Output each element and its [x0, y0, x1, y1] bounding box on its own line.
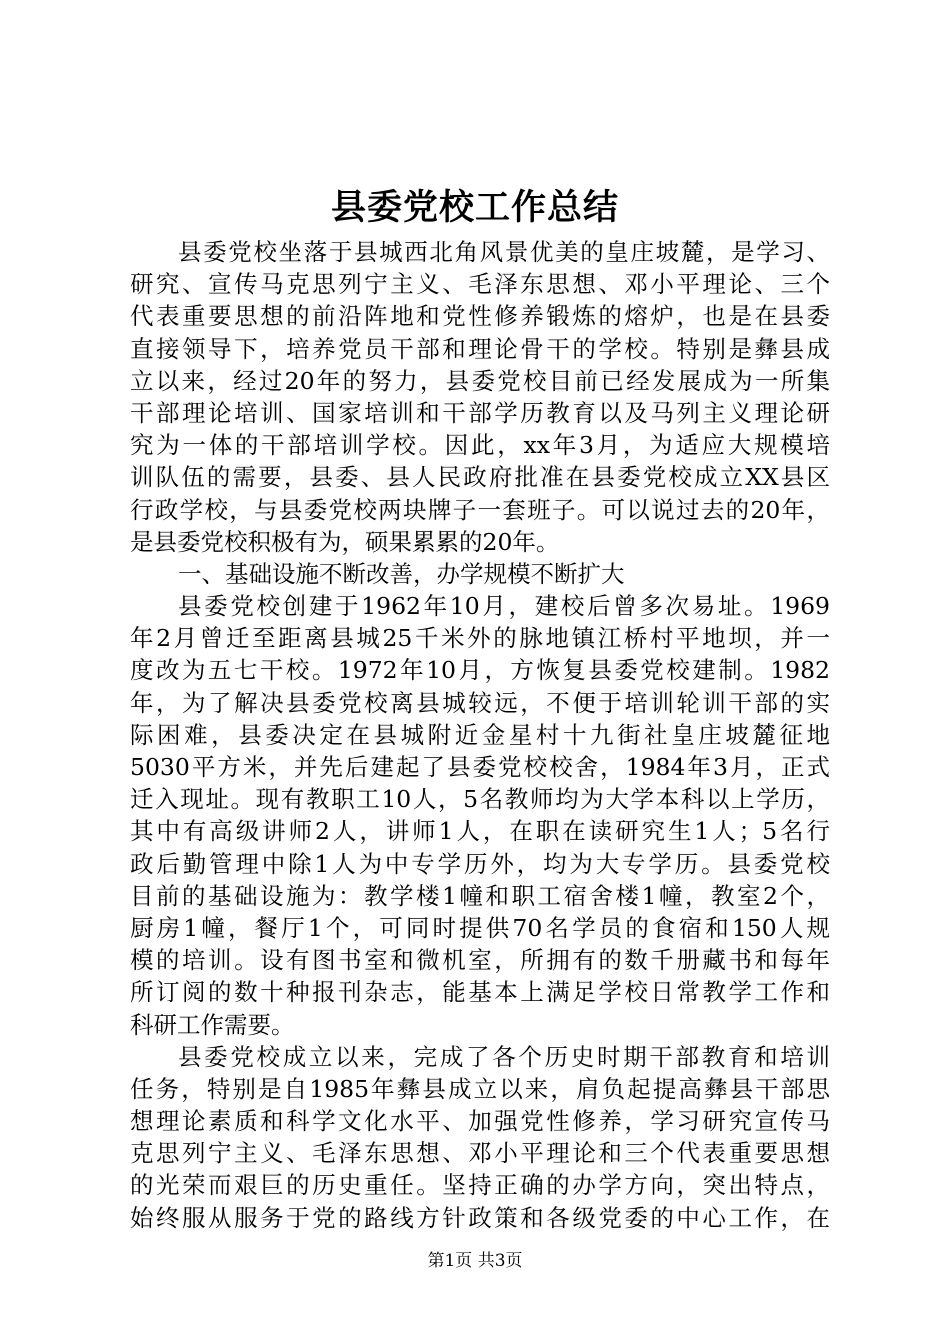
- text-line: 想理论素质和科学文化水平、加强党性修养，学习研究宣传马: [130, 1107, 830, 1136]
- text-line: 迁入现址。现有教职工10人，5名教师均为大学本科以上学历，: [130, 785, 830, 814]
- text-line: 一、基础设施不断改善，办学规模不断扩大: [178, 559, 625, 588]
- text-line: 科研工作需要。: [130, 1010, 295, 1039]
- text-line: 是县委党校积极有为，硕果累累的20年。: [130, 527, 560, 556]
- text-line: 年，为了解决县委党校离县城较远，不便于培训轮训干部的实: [130, 688, 830, 717]
- text-line: 研究、宣传马克思列宁主义、毛泽东思想、邓小平理论、三个: [130, 270, 830, 299]
- text-line: 行政学校，与县委党校两块牌子一套班子。可以说过去的20年，: [130, 495, 830, 524]
- document-title: 县委党校工作总结: [330, 187, 619, 228]
- text-line: 立以来，经过20年的努力，县委党校目前已经发展成为一所集: [130, 366, 830, 395]
- text-line: 究为一体的干部培训学校。因此，xx年3月，为适应大规模培: [130, 431, 830, 460]
- document-body: [130, 236, 830, 1234]
- text-line: 年2月曾迁至距离县城25千米外的脉地镇江桥村平地坝，并一: [130, 624, 830, 653]
- text-line: 所订阅的数十种报刊杂志，能基本上满足学校日常教学工作和: [130, 978, 830, 1007]
- text-line: 代表重要思想的前沿阵地和党性修养锻炼的熔炉，也是在县委: [130, 302, 830, 331]
- text-line: 厨房1幢，餐厅1个，可同时提供70名学员的食宿和150人规: [130, 913, 830, 942]
- text-line: 际困难，县委决定在县城附近金星村十九街社皇庄坡麓征地: [130, 720, 830, 749]
- text-line: 克思列宁主义、毛泽东思想、邓小平理论和三个代表重要思想: [130, 1139, 830, 1168]
- text-line: 直接领导下，培养党员干部和理论骨干的学校。特别是彝县成: [130, 334, 830, 363]
- page-footer: 第1页 共3页: [427, 1251, 523, 1271]
- text-line: 干部理论培训、国家培训和干部学历教育以及马列主义理论研: [130, 398, 830, 427]
- text-line: 任务，特别是自1985年彝县成立以来，肩负起提高彝县干部思: [130, 1074, 830, 1103]
- text-line: 5030平方米，并先后建起了县委党校校舍，1984年3月，正式: [130, 753, 830, 781]
- text-line: 县委党校创建于1962年10月，建校后曾多次易址。1969: [178, 592, 830, 621]
- text-line: 县委党校成立以来，完成了各个历史时期干部教育和培训: [178, 1042, 830, 1071]
- text-line: 始终服从服务于党的路线方针政策和各级党委的中心工作，在: [130, 1203, 830, 1232]
- text-line: 目前的基础设施为：教学楼1幢和职工宿舍楼1幢，教室2个，: [130, 881, 830, 910]
- text-line: 县委党校坐落于县城西北角风景优美的皇庄坡麓，是学习、: [178, 238, 830, 266]
- text-line: 其中有高级讲师2人，讲师1人，在职在读研究生1人；5名行: [130, 817, 830, 846]
- text-line: 训队伍的需要，县委、县人民政府批准在县委党校成立XX县区: [130, 463, 830, 492]
- text-line: 模的培训。设有图书室和微机室，所拥有的数千册藏书和每年: [130, 946, 830, 975]
- text-line: 度改为五七干校。1972年10月，方恢复县委党校建制。1982: [130, 656, 830, 685]
- text-line: 的光荣而艰巨的历史重任。坚持正确的办学方向，突出特点，: [130, 1171, 830, 1200]
- text-line: 政后勤管理中除1人为中专学历外，均为大专学历。县委党校: [130, 849, 830, 878]
